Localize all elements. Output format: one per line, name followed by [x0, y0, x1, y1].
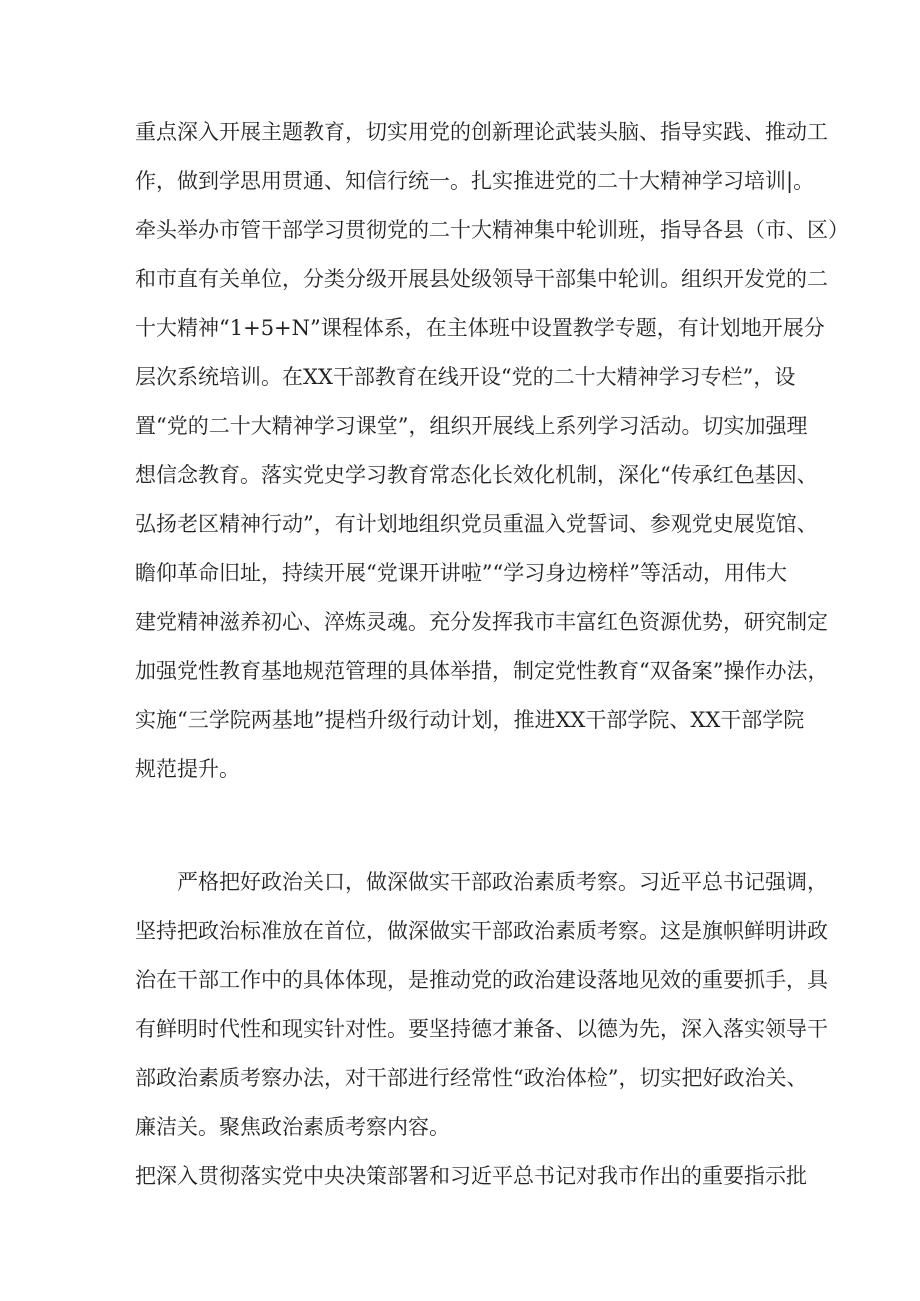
text-line-17: 治在干部工作中的具体体现，是推动党的政治建设落地见效的重要抓手，具 — [135, 968, 828, 992]
text-line-6: 层次系统培训。在XX干部教育在线开设“党的二十大精神学习专栏”，设 — [135, 365, 796, 389]
text-line-13: 实施“三学院两基地”提档升级行动计划，推进XX干部学院、XX干部学院 — [135, 708, 805, 732]
text-line-21: 把深入贯彻落实党中央决策部署和习近平总书记对我市作出的重要指示批 — [135, 1164, 807, 1188]
text-line-8: 想信念教育。落实党史学习教育常态化长效化机制，深化“传承红色基因、 — [135, 463, 818, 487]
text-line-9: 弘扬老区精神行动”，有计划地组织党员重温入党誓词、参观党史展览馆、 — [135, 512, 818, 536]
text-line-18: 有鲜明时代性和现实针对性。要坚持德才兼备、以德为先，深入落实领导干 — [135, 1017, 828, 1041]
text-line-3: 牵头举办市管干部学习贯彻党的二十大精神集中轮训班，指导各县（市、区） — [135, 218, 849, 242]
text-line-7: 置“党的二十大精神学习课堂”，组织开展线上系列学习活动。切实加强理 — [135, 414, 808, 438]
text-line-10: 瞻仰革命旧址，持续开展“党课开讲啦”“学习身边榜样”等活动，用伟大 — [135, 561, 787, 585]
text-line-2: 作，做到学思用贯通、知信行统一。扎实推进党的二十大精神学习培训|。 — [135, 169, 815, 193]
text-line-1: 重点深入开展主题教育，切实用党的创新理论武装头脑、指导实践、推动工 — [135, 120, 828, 144]
text-line-15: 严格把好政治关口，做深做实干部政治素质考察。习近平总书记强调， — [177, 870, 828, 894]
text-line-19: 部政治素质考察办法，对干部进行经常性“政治体检”，切实把好政治关、 — [135, 1066, 808, 1090]
text-line-11: 建党精神滋养初心、淬炼灵魂。充分发挥我市丰富红色资源优势，研究制定 — [135, 610, 828, 634]
text-line-12: 加强党性教育基地规范管理的具体举措，制定党性教育“双备案”操作办法， — [135, 659, 829, 683]
text-line-5: 十大精神“1+5+N”课程体系，在主体班中设置教学专题，有计划地开展分 — [135, 316, 825, 340]
text-line-4: 和市直有关单位，分类分级开展县处级领导干部集中轮训。组织开发党的二 — [135, 267, 828, 291]
text-line-16: 坚持把政治标准放在首位，做深做实干部政治素质考察。这是旗帜鲜明讲政 — [135, 919, 828, 943]
text-line-14: 规范提升。 — [135, 757, 240, 781]
text-line-20: 廉洁关。聚焦政治素质考察内容。 — [135, 1115, 450, 1139]
